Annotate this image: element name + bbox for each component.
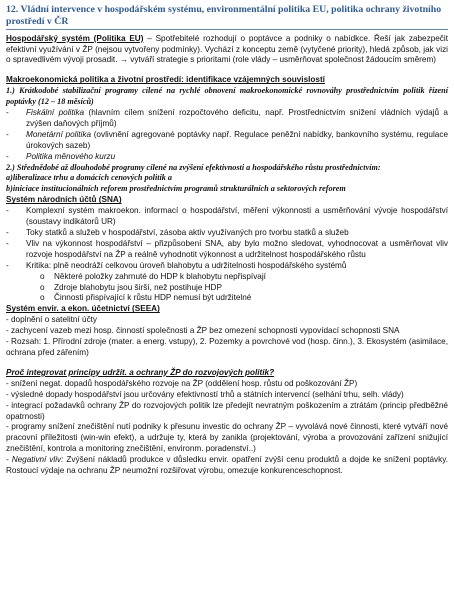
economic-system-heading: Hospodářský systém (Politika EU): [6, 33, 144, 43]
section-economic-system: [6, 34, 448, 67]
seea-line: - zachycení vazeb mezi hosp. činností společnosti a ŽP bez omezení schopnosti vypovídací schopnosti SNA: [6, 326, 400, 336]
short-term-programs: 1.) Krátkodobé stabilizační programy cílené na rychlé obnovení makroekonomické rovnováhy prostřednictvím politik řízení poptávky (12 – 18 měsíců): [6, 86, 448, 107]
macro-policy-heading: Makroekonomická politika a životní prostředí: identifikace vzájemných souvislostí: [6, 75, 325, 85]
list-item: - Monetární politika (ovlivnění agregované poptávky např. Regulace peněžní nabídky, bankovního systému, regulace úrokových sazeb): [6, 129, 449, 150]
page-title: 12. Vládní intervence v hospodářském systému, environmentální politika EU, politika ochrany životního prostředí v ČR: [6, 4, 448, 30]
long-term-item-b: b)iniciace institucionálních reforem prostřednictvím programů strukturálních a sektorových reforem: [6, 184, 346, 194]
section-integration: [6, 368, 448, 477]
list-item: - Vliv na výkonnost hospodářství – přizpůsobení SNA, aby bylo možno sledovat, vyhodnocovat a usměrňovat vliv rozvoje hospodářství na ŽP a reálně vyhodnotit výkonnost a udržitelnost hospodářského růstu: [6, 238, 448, 259]
sub-list-item: o Zdroje blahobytu jsou širší, než postihuje HDP: [40, 282, 222, 292]
seea-line: - Rozsah: 1. Přírodní zdroje (mater. a energ. vstupy), 2. Pozemky a povrchové vod (hosp. činn.), 3. Ekosystém (asimilace, ochrana před zářením): [6, 337, 448, 357]
economic-system-text: – Spotřebitelé rozhodují o poptávce a podniky o nabídkce. Řeší jak zabezpečit efektivní využívání v ŽP (nejsou vytvořeny podmínky). Vychází z konceptu země (vytyčené priority), hledá způsob, jak vizi o spravedlivém vývoji prosadit. → vytváří strategie s prioritami (role vlády – usměrňovat společnost žádoucím směrem): [6, 33, 448, 65]
list-item: - Toky statků a služeb v hospodářství, zásoba aktiv využívaných pro tvorbu statků a služeb: [6, 228, 349, 237]
long-term-programs: 2.) Střednědobé až dlouhodobé programy cílené na zvýšení efektivnosti a hospodářského růstu prostřednictvím:: [6, 162, 381, 172]
list-item: - Komplexní systém makroekon. informací o hospodářství, měření výkonnosti a usměrňování vývoje hospodářství (soustavy indikátorů UR): [6, 206, 448, 227]
integration-line: - snížení negat. dopadů hospodářského rozvoje na ŽP (oddělení hosp. růstu od poškozování ŽP): [6, 378, 358, 388]
seea-heading: Systém envir. a ekon. účetnictví (SEEA): [6, 304, 160, 314]
short-term-policy-list: [6, 108, 448, 163]
economic-system-paragraph: [6, 34, 448, 67]
integration-line: - výsledné dopady hospodářství jsou určovány efektivností trhů a státních intervencí (selhání trhu, selh. vlády): [6, 389, 404, 399]
list-item: - Politika měnového kurzu: [6, 151, 116, 161]
negative-impact-text: Zvýšení nákladů produkce v důsledku envir. opatření zvýší cenu produktů a dojde ke snížení poptávky. Rostoucí výdaje na ochranu ŽP neumožní rozšiřovat výrobu, omezuje konkurenceschopnost.: [6, 455, 448, 476]
negative-impact-lead: - Negativní vliv:: [6, 455, 64, 465]
sna-heading: Systém národních účtů (SNA): [6, 195, 122, 205]
section-macro-policy: [6, 75, 448, 359]
critique-sublist: [6, 272, 448, 305]
integration-line: - integrací požadavků ochrany ŽP do rozvojových politik lze předejít nevratným poškozením a ztrátám (princip předběžné opatrnosti): [6, 400, 448, 421]
sub-list-item: o Některé položky zahrnuté do HDP k blahobytu nepřispívají: [40, 271, 266, 281]
list-item: - Fiskální politika (hlavním cílem snížení rozpočtového deficitu, např. Prostřednictvím snížení vládních výdajů a zvýšen daňových příjmů): [6, 108, 448, 128]
sna-list: [6, 206, 448, 271]
integration-heading: Proč integrovat principy udržit. a ochrany ŽP do rozvojových politik?: [6, 367, 275, 377]
seea-line: - doplnění o satelitní účty: [6, 315, 98, 325]
negative-impact-line: [6, 455, 448, 477]
integration-line: - programy snížení znečištění nutí podniky k přesunu investic do ochrany ŽP – vyvolává nové činnosti, které vytváří nové pracovní příležitosti (win-win efekt), a udržuje ty, která by zanikla (projektování, výroba a provozování zařízení snižující znečištění, kontrola a monitoring znečištění, environm. poradenství..): [6, 422, 448, 454]
long-term-item-a: a)liberalizace trhu a domácích cenových politik a: [6, 173, 173, 183]
sub-list-item: o Činnosti přispívající k růstu HDP nemusí být udržitelné: [40, 293, 252, 303]
list-item: - Kritika: plně neodráží celkovou úroveň blahobytu a udržitelnosti hospodářského systémů: [6, 260, 347, 270]
